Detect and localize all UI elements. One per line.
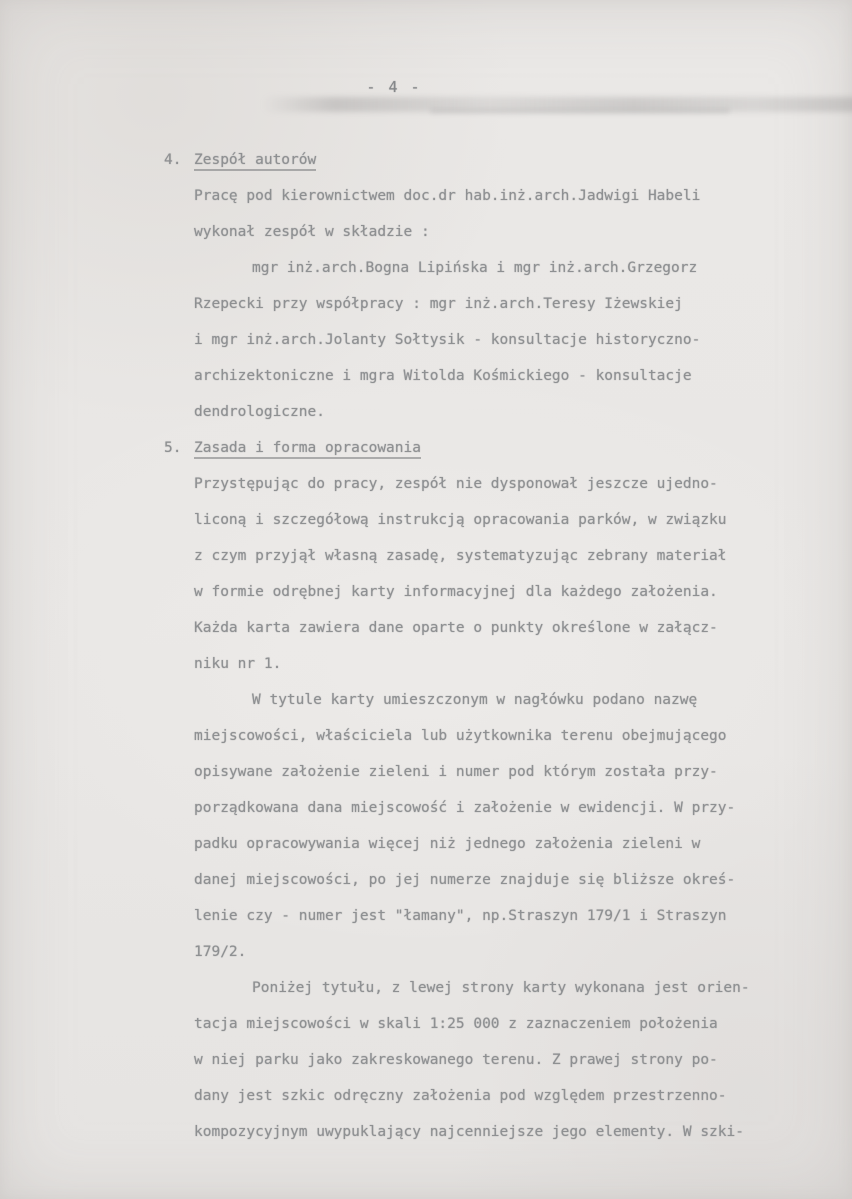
text-line: liconą i szczegółową instrukcją opracowania parków, w związku	[194, 512, 727, 528]
page-number: - 4 -	[366, 78, 422, 96]
text-line: kompozycyjnym uwypuklający najcenniejsze jego elementy. W szki-	[194, 1124, 744, 1140]
text-line: Rzepecki przy współpracy : mgr inż.arch.Teresy Iżewskiej	[194, 296, 683, 312]
text-line: i mgr inż.arch.Jolanty Sołtysik - konsultacje historyczno-	[194, 332, 701, 348]
text-line: archizektoniczne i mgra Witolda Kośmickiego - konsultacje	[194, 368, 692, 384]
section-heading: Zasada i forma opracowania	[194, 440, 421, 459]
text-line: mgr inż.arch.Bogna Lipińska i mgr inż.arch.Grzegorz	[252, 260, 698, 276]
text-line: wykonał zespół w składzie :	[194, 224, 430, 240]
text-line: lenie czy - numer jest "łamany", np.Straszyn 179/1 i Straszyn	[194, 908, 727, 924]
text-line: tacja miejscowości w skali 1:25 000 z zaznaczeniem położenia	[194, 1016, 718, 1032]
page-content	[164, 142, 804, 1150]
text-line: Poniżej tytułu, z lewej strony karty wykonana jest orien-	[252, 980, 750, 996]
text-line: dendrologiczne.	[194, 404, 325, 420]
text-line: 179/2.	[194, 944, 247, 960]
text-line: W tytule karty umieszczonym w nagłówku podano nazwę	[252, 692, 698, 708]
text-line: danej miejscowości, po jej numerze znajduje się bliższe okreś-	[194, 872, 736, 888]
text-line: w niej parku jako zakreskowanego terenu. Z prawej strony po-	[194, 1052, 718, 1068]
text-line: w formie odrębnej karty informacyjnej dla każdego założenia.	[194, 584, 718, 600]
text-line: Każda karta zawiera dane oparte o punkty określone w załącz-	[194, 620, 718, 636]
text-line: dany jest szkic odręczny założenia pod względem przestrzenno-	[194, 1088, 727, 1104]
text-line: miejscowości, właściciela lub użytkownika terenu obejmującego	[194, 728, 727, 744]
text-line: padku opracowywania więcej niż jednego założenia zieleni w	[194, 836, 701, 852]
section-heading-row	[164, 430, 804, 466]
text-line: porządkowana dana miejscowość i założenie w ewidencji. W przy-	[194, 800, 736, 816]
text-line: niku nr 1.	[194, 656, 282, 672]
text-line: z czym przyjął własną zasadę, systematyzując zebrany materiał	[194, 548, 727, 564]
section-heading-row	[164, 142, 804, 178]
photocopy-streak-secondary	[430, 108, 730, 114]
text-line: Przystępując do pracy, zespół nie dysponował jeszcze ujedno-	[194, 476, 718, 492]
section-number: 4.	[164, 152, 182, 168]
text-line: opisywane założenie zieleni i numer pod którym została przy-	[194, 764, 718, 780]
section-heading: Zespół autorów	[194, 152, 316, 171]
section-authors	[164, 142, 804, 430]
text-line: Pracę pod kierownictwem doc.dr hab.inż.arch.Jadwigi Habeli	[194, 188, 701, 204]
section-principles	[164, 430, 804, 1150]
section-number: 5.	[164, 440, 182, 456]
